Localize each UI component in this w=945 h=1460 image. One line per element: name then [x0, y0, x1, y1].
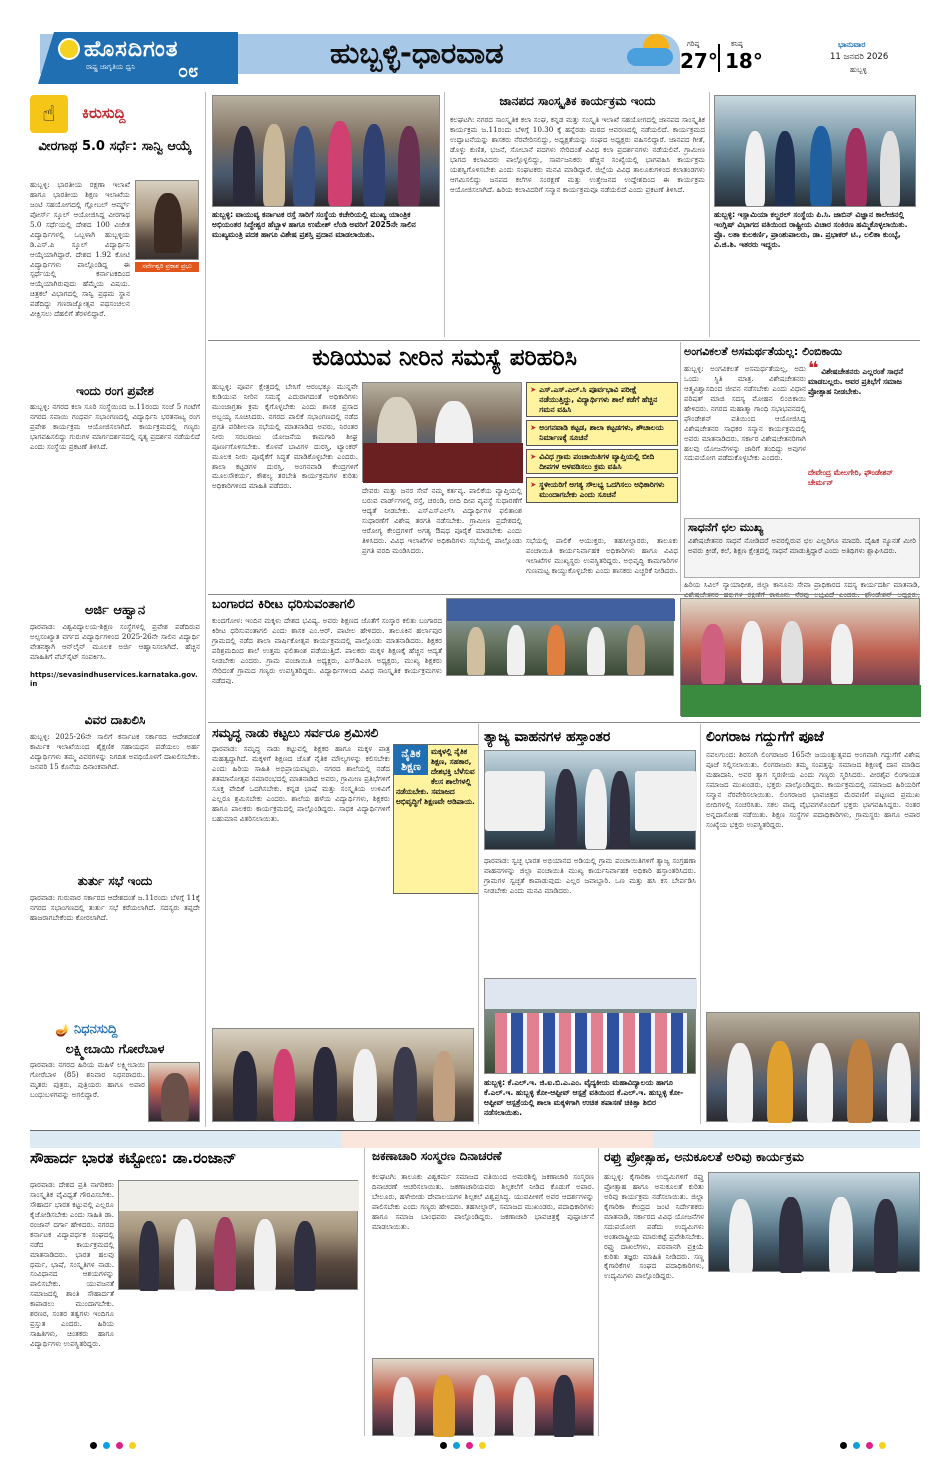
story-arji-body-cont [30, 690, 200, 708]
linga-body: ನವಲಗುಂದ: ಶಿರಸಂಗಿ ಲಿಂಗರಾಜರ 165ನೇ ಜಯಂತ್ಯುತ್ಸವದ ಅಂಗವಾಗಿ ಗದ್ದುಗೆಗೆ ವಿಶೇಷ ಪೂಜೆ ಸಲ್ಲಿಸಲಾಯಿತು. ಲಿಂಗರಾಜರು ತಮ್ಮ ಸಂಪತ್ತನ್ನು ಸಮಾಜದ ಶಿಕ್ಷಣಕ್ಕೆ ದಾನ ಮಾಡಿದ ಮಹಾದಾನಿ. ಅವರ ತ್ಯಾಗ ಸ್ಮರಣೀಯ ಎಂದು ಗಣ್ಯರು ಸ್ಮರಿಸಿದರು. ವೀರಶೈವ ಲಿಂಗಾಯತ ಸಮಾಜದ ಮುಖಂಡರು, ಭಕ್ತರು ಪಾಲ್ಗೊಂಡಿದ್ದರು. ಕಾರ್ಯಕ್ರಮದಲ್ಲಿ ಸಮಾಜದ ಹಿರಿಯರಿಗೆ ಸನ್ಮಾನ ನೆರವೇರಿಸಲಾಯಿತು. ಲಿಂಗರಾಜರ ಭಾವಚಿತ್ರದ ಮೆರವಣಿಗೆ ಪಟ್ಟಣದ ಪ್ರಮುಖ ಬೀದಿಗಳಲ್ಲಿ ಸಂಚರಿಸಿತು. ಸಕಲ ವಾದ್ಯ ವೈಭವಗಳೊಂದಿಗೆ ಭಕ್ತರು ಭಾಗವಹಿಸಿದ್ದರು. ನಂತರ ಅನ್ನದಾಸೋಹ ನಡೆಯಿತು. ಶಿಕ್ಷಣ ಸಂಸ್ಥೆಗಳ ಪದಾಧಿಕಾರಿಗಳು, ಗ್ರಾಮಸ್ಥರು ಹಾಗೂ ಅಪಾರ ಸಂಖ್ಯೆಯ ಭಕ್ತರು ಉಪಸ್ಥಿತರಿದ್ದರು. [706, 750, 920, 829]
divider-bottom [30, 1130, 920, 1131]
obituary-photo[interactable] [148, 1062, 200, 1122]
bottom-title-2[interactable]: ಜಕಣಾಚಾರಿ ಸಂಸ್ಮರಣ ದಿನಾಚರಣೆ [372, 1149, 502, 1163]
max-temp-label: ಗರಿಷ್ಠ [687, 40, 700, 48]
ksrtc-award-photo[interactable] [212, 95, 440, 207]
water-meeting-photo[interactable] [362, 382, 522, 482]
bottom-band [30, 1130, 920, 1148]
kiru-label: ಕಿರುಸುದ್ದಿ [82, 104, 126, 122]
water-body-1: ಹುಬ್ಬಳ್ಳಿ: ಪೂರ್ವ ಕ್ಷೇತ್ರದಲ್ಲಿ ಬೇಸಿಗೆ ಆರಂಭಕ್ಕೂ ಮುನ್ನವೇ ಕುಡಿಯುವ ನೀರಿನ ಸಮಸ್ಯೆ ಎದುರಾಗದಂತೆ ಅಧಿಕಾರಿಗಳು ಮುಂಜಾಗ್ರತಾ ಕ್ರಮ ಕೈಗೊಳ್ಳಬೇಕು ಎಂದು ಶಾಸಕ ಪ್ರಸಾದ ಅಬ್ಬಯ್ಯ ಸೂಚಿಸಿದರು. ನಗರದ ಪಾಲಿಕೆ ಸಭಾಂಗಣದಲ್ಲಿ ನಡೆದ ಪ್ರಗತಿ ಪರಿಶೀಲನಾ ಸಭೆಯಲ್ಲಿ ಮಾತನಾಡಿದ ಅವರು, ನಿರಂತರ ನೀರು ಸರಬರಾಜು ಯೋಜನೆಯ ಕಾಮಗಾರಿ ಶೀಘ್ರ ಪೂರ್ಣಗೊಳಿಸಬೇಕು. ಕೊಳವೆ ಬಾವಿಗಳ ದುರಸ್ತಿ, ಟ್ಯಾಂಕರ್ ಮೂಲಕ ನೀರು ಪೂರೈಕೆಗೆ ಸಿದ್ಧತೆ ಮಾಡಿಕೊಳ್ಳಬೇಕು ಎಂದರು. ಶಾಲಾ ಕಟ್ಟಡಗಳ ದುರಸ್ತಿ, ಅಂಗನವಾಡಿ ಕೇಂದ್ರಗಳಿಗೆ ಮೂಲಸೌಕರ್ಯ, ಕೌಶಲ್ಯ ತರಬೇತಿ ಕಾರ್ಯಕ್ರಮಗಳ ಕುರಿತು ಅಧಿಕಾರಿಗಳಿಂದ ಮಾಹಿತಿ ಪಡೆದರು. [212, 382, 358, 491]
school-event-photo[interactable] [446, 598, 674, 676]
reg-dot [479, 1442, 486, 1449]
college-caption: ಹುಬ್ಬಳ್ಳಿ: ಇಸ್ಲಾಮಿಯಾ ಕಲ್ಚರಲ್ ಸಂಸ್ಥೆಯ ಪಿ.ಸಿ. ಜಾಬಿನ್ ವಿಜ್ಞಾನ ಕಾಲೇಜಿನಲ್ಲಿ ಇಂಗ್ಲಿಷ್ ವಿಭಾಗದ ವತಿಯಿಂದ ರಾಷ್ಟ್ರೀಯ ವಿಚಾರ ಸಂಕಿರಣ ಹಮ್ಮಿಕೊಳ್ಳಲಾಯಿತು. ಪ್ರೊ. ಲತಾ ಕುಲಕರ್ಣಿ, ಪ್ರಾಂಶುಪಾಲರು, ಡಾ. ಪ್ರಭಾಕರ್ ಟಿ., ಲಲಿತಾ ಕುಂಬ್ಳೆ, ವಿ.ಜಿ.ಶಿ. ಇತರರು ಇದ್ದರು. [714, 210, 908, 250]
divider-row-1 [208, 340, 920, 341]
story-arji-body: ಧಾರವಾಡ: ವಿಶ್ವವಿದ್ಯಾಲಯ-ಶಿಕ್ಷಣ ಸಂಸ್ಥೆಗಳಲ್ಲಿ ಪ್ರವೇಶ ಪಡೆದಿರುವ ಅಲ್ಪಸಂಖ್ಯಾತ ವರ್ಗದ ವಿದ್ಯಾರ್ಥಿಗಳಿಂದ 2025-26ನೇ ಸಾಲಿನ ವಿದ್ಯಾರ್ಥಿ ವೇತನಕ್ಕಾಗಿ ಆನ್‌ಲೈನ್ ಮೂಲಕ ಅರ್ಜಿ ಆಹ್ವಾನಿಸಲಾಗಿದೆ. ಹೆಚ್ಚಿನ ಮಾಹಿತಿಗೆ ವೆಬ್‌ಸೈಟ್ ಸಂಪರ್ಕಿಸಿ. [30, 622, 200, 661]
reg-dot [879, 1442, 886, 1449]
reg-dot [453, 1442, 460, 1449]
min-temp: 18° [725, 49, 763, 73]
arrow-icon: ➤ [530, 423, 537, 433]
story-ranga-title[interactable]: ಇಂದು ರಂಗ ಪ್ರವೇಶ [76, 384, 154, 398]
left-column-divider [205, 92, 206, 1127]
linga-title[interactable]: ಲಿಂಗರಾಜ ಗದ್ದುಗೆಗೆ ಪೂಜೆ [706, 729, 824, 745]
janapada-title[interactable]: ಜಾನಪದ ಸಾಂಸ್ಕೃತಿಕ ಕಾರ್ಯಕ್ರಮ ಇಂದು [499, 94, 656, 108]
story-veeragatha-body-cont [30, 280, 200, 378]
reg-dot [466, 1442, 473, 1449]
ethics-tag: ನೈತಿಕ ಶಿಕ್ಷಣ [394, 745, 428, 775]
disab-title[interactable]: ಅಂಗವಿಕಲತೆ ಅಸಮರ್ಥತೆಯಲ್ಲ: ಲಿಂಬಿಕಾಯಿ [684, 345, 842, 358]
registration-marks [840, 1442, 886, 1449]
max-temp: 27° [680, 49, 718, 73]
water-bullet: ➤ ಸ್ಥಳೀಯರಿಗೆ ಅಗತ್ಯ ಸೌಲಭ್ಯ ಒದಗಿಸಲು ಅಧಿಕಾರಿಗಳು ಮುಂದಾಗಬೇಕು ಎಂದು ಸೂಚನೆ [526, 477, 678, 503]
arrow-icon: ➤ [530, 385, 537, 394]
ksrtc-caption: ಹುಬ್ಬಳ್ಳಿ: ವಾಯುವ್ಯ ಕರ್ನಾಟಕ ರಸ್ತೆ ಸಾರಿಗೆ ಸಂಸ್ಥೆಯ ಕಚೇರಿಯಲ್ಲಿ ಮುಖ್ಯ ಯಾಂತ್ರಿಕ ಅಭಿಯಂತರ ಸಿದ್ಧೇಶ್ವರ ಹೆಬ್ಬಾಳ ಹಾಗೂ ಉಮೇಶ್ ಲೆಂಡಿ ಅವರಿಗೆ 2025ನೇ ಸಾಲಿನ ಮುಖ್ಯಮಂತ್ರಿ ಪದಕ ಹಾಗೂ ವಿಶೇಷ ಪ್ರಶಸ್ತಿ ಪ್ರದಾನ ಮಾಡಲಾಯಿತು. [212, 210, 416, 240]
registration-marks [440, 1442, 486, 1449]
reg-dot [129, 1442, 136, 1449]
bottom-body-1b [118, 1295, 358, 1435]
logo[interactable]: ಹೊಸದಿಗಂತ [84, 37, 179, 62]
story-ranga-body: ಹುಬ್ಬಳ್ಳಿ: ನಗರದ ಕಲಾ ಸೂರಿ ಸಂಸ್ಥೆಯಿಂದ ಜ.11ರಂದು ಸಂಜೆ 5 ಗಂಟೆಗೆ ನಗರದ ಸವಾಯಿ ಗಂಧರ್ವ ಸಭಾಂಗಣದಲ್ಲಿ ವಿದ್ಯಾರ್ಥಿನಿ ಭರತನಾಟ್ಯ ರಂಗ ಪ್ರವೇಶ ಕಾರ್ಯಕ್ರಮ ಆಯೋಜಿಸಲಾಗಿದೆ. ಕಾರ್ಯಕ್ರಮದಲ್ಲಿ ಗಣ್ಯರು ಭಾಗವಹಿಸಲಿದ್ದು ಗುರುಗಳ ಮಾರ್ಗದರ್ಶನದಲ್ಲಿ ನೃತ್ಯ ಪ್ರದರ್ಶನ ನಡೆಯಲಿದೆ ಎಂದು ಸಂಸ್ಥೆಯ ಪ್ರಕಟಣೆ ತಿಳಿಸಿದೆ. [30, 402, 200, 451]
masthead [0, 0, 945, 88]
disab-body: ಹುಬ್ಬಳ್ಳಿ: ಅಂಗವಿಕಲತೆ ಅಸಮರ್ಥತೆಯಲ್ಲ, ಅದು ಒಂದು ಸ್ಥಿತಿ ಮಾತ್ರ. ವಿಶೇಷಚೇತನರು ಆತ್ಮವಿಶ್ವಾಸದಿಂದ ಜೀವನ ನಡೆಸಬೇಕು ಎಂದು ವಿಧಾನ ಪರಿಷತ್ ಮಾಜಿ ಸದಸ್ಯ ಮೋಹನ ಲಿಂಬಿಕಾಯಿ ಹೇಳಿದರು. ನಗರದ ಮಹಾತ್ಮಾ ಗಾಂಧಿ ಸಭಾಭವನದಲ್ಲಿ ಫೌಂಡೇಶನ್ ವತಿಯಿಂದ ಆಯೋಜಿಸಿದ್ದ ವಿಶೇಷಚೇತನರ ಸಾಧಕರ ಸನ್ಮಾನ ಕಾರ್ಯಕ್ರಮದಲ್ಲಿ ಅವರು ಮಾತನಾಡಿದರು. ಸರ್ಕಾರ ವಿಶೇಷಚೇತನರಿಗಾಗಿ ಹಲವು ಯೋಜನೆಗಳನ್ನು ಜಾರಿಗೆ ತಂದಿದ್ದು ಅವುಗಳ ಸದುಪಯೋಗ ಪಡೆದುಕೊಳ್ಳಬೇಕು ಎಂದರು. [684, 364, 806, 463]
logo-tagline: ರಾಷ್ಟ್ರ ಜಾಗೃತಿಯ ಧ್ವನಿ [86, 63, 136, 71]
divider-row-3 [208, 722, 920, 723]
story-vivara-title[interactable]: ವಿವರ ದಾಖಲಿಸಿ [84, 713, 146, 727]
date: 11 ಜನವರಿ 2026 [830, 52, 889, 62]
story-veeragatha-body: ಹುಬ್ಬಳ್ಳಿ: ಭಾರತೀಯ ರಕ್ಷಣಾ ಇಲಾಖೆ ಹಾಗೂ ಭಾರತೀಯ ಶಿಕ್ಷಣ ಇಲಾಖೆಯ ಜಂಟಿ ಸಹಯೋಗದಲ್ಲಿ ಗ್ಲೋಬಲ್ ಆರ್ಮ್ಡ್ ಪೋರ್ಸ್ ಸ್ಕೂಲ್ ಆಯೋಜಿಸಿದ್ದ ವೀರಗಾಥ 5.0 ಸರ್ಧೆಯಲ್ಲಿ ದೇಶದ 100 ವಿಜೇತ ವಿದ್ಯಾರ್ಥಿಗಳಲ್ಲಿ ಒಬ್ಬಳಾಗಿ ಹುಬ್ಬಳ್ಳಿಯ ಡಿ.ಎಸ್.ಪಿ ಸ್ಕೂಲ್ ವಿದ್ಯಾರ್ಥಿನಿ ಆಯ್ಕೆಯಾಗಿದ್ದಾರೆ. ದೇಶದ 1.92 ಕೋಟಿ ವಿದ್ಯಾರ್ಥಿಗಳು ಪಾಲ್ಗೊಂಡಿದ್ದ ಈ ಸ್ಪರ್ಧೆಯಲ್ಲಿ ಕರ್ನಾಟಕದಿಂದ ಆಯ್ಕೆಯಾಗಿರುವುದು ಹೆಮ್ಮೆಯ ವಿಷಯ. ಚಿತ್ರಕಲೆ ವಿಭಾಗದಲ್ಲಿ ಸಾನ್ವಿ ಪ್ರಥಮ ಸ್ಥಾನ ಪಡೆದಿದ್ದು ಗಣರಾಜ್ಯೋತ್ಸವ ಪಥಸಂಚಲನ ವೀಕ್ಷಿಸಲು ದೆಹಲಿಗೆ ತೆರಳಲಿದ್ದಾರೆ. [30, 180, 130, 319]
student-photo-label: ಸರ್ವೇಶ್ವರಿ ಪ್ರಕಾಶ ಪ್ರಭು [135, 262, 199, 272]
janapada-body: ಕಲಘಟಗಿ: ನಗರದ ಸಾಂಸ್ಕೃತಿಕ ಕಲಾ ಸಂಘ, ಕನ್ನಡ ಮತ್ತು ಸಂಸ್ಕೃತಿ ಇಲಾಖೆ ಸಹಯೋಗದಲ್ಲಿ ಜಾನಪದ ಸಾಂಸ್ಕೃತಿಕ ಕಾರ್ಯಕ್ರಮ ಜ.11ರಂದು ಬೆಳಿಗ್ಗೆ 10.30 ಕ್ಕೆ ಹನ್ನೆರಡು ಮಠದ ಆವರಣದಲ್ಲಿ ನಡೆಯಲಿದೆ. ಕಾರ್ಯಕ್ರಮದ ಉದ್ಘಾಟನೆಯನ್ನು ಶಾಸಕರು ನೆರವೇರಿಸಲಿದ್ದು, ಅಧ್ಯಕ್ಷತೆಯನ್ನು ಸಂಘದ ಅಧ್ಯಕ್ಷರು ವಹಿಸಲಿದ್ದಾರೆ. ಜಾನಪದ ಗೀತೆ, ಡೊಳ್ಳು ಕುಣಿತ, ಭಜನೆ, ಸೋಬಾನೆ ಪದಗಳು ಸೇರಿದಂತೆ ವಿವಿಧ ಕಲಾ ಪ್ರದರ್ಶನಗಳು ನಡೆಯಲಿವೆ. ಗ್ರಾಮೀಣ ಭಾಗದ ಕಲಾವಿದರು ಪಾಲ್ಗೊಳ್ಳಲಿದ್ದು, ಸಾರ್ವಜನಿಕರು ಹೆಚ್ಚಿನ ಸಂಖ್ಯೆಯಲ್ಲಿ ಭಾಗವಹಿಸಿ ಕಾರ್ಯಕ್ರಮ ಯಶಸ್ವಿಗೊಳಿಸಬೇಕು ಎಂದು ಸಂಘಟಕರು ಮನವಿ ಮಾಡಿದ್ದಾರೆ. ಜಿಲ್ಲೆಯ ವಿವಿಧ ತಾಲೂಕುಗಳಿಂದ ಕಲಾತಂಡಗಳು ಆಗಮಿಸಲಿದ್ದು ಜನಪದ ಕಲೆಗಳ ಸಂರಕ್ಷಣೆ ಮತ್ತು ಉತ್ತೇಜನದ ಉದ್ದೇಶದಿಂದ ಈ ಕಾರ್ಯಕ್ರಮ ಆಯೋಜಿಸಲಾಗಿದೆ. ಹಿರಿಯ ಕಲಾವಿದರಿಗೆ ಸನ್ಮಾನ ಕಾರ್ಯಕ್ರಮವೂ ನಡೆಯಲಿದೆ ಎಂದು ಪ್ರಕಟಣೆ ತಿಳಿಸಿದೆ. [450, 115, 705, 194]
story-sabhe-body: ಧಾರವಾಡ: ಗುರುವಾರ ಸರ್ಕಾರದ ಆದೇಶದಂತೆ ಜ.11ರಂದು ಬೆಳಗ್ಗೆ 11ಕ್ಕೆ ನಗರದ ಸಭಾಂಗಣದಲ್ಲಿ ತುರ್ತು ಸಭೆ ಕರೆಯಲಾಗಿದೆ. ಸದಸ್ಯರು ತಪ್ಪದೇ ಹಾಜರಾಗಬೇಕೆಂದು ಕೋರಲಾಗಿದೆ. [30, 893, 200, 922]
disab-box-title: ಸಾಧನೆಗೆ ಛಲ ಮುಖ್ಯ [688, 521, 764, 534]
crown-body: ಕುಂದಗೋಳ: ಇಂದಿನ ಮಕ್ಕಳು ದೇಶದ ಭವಿಷ್ಯ. ಅವರು ಶಿಕ್ಷಣದ ಜೊತೆಗೆ ಸಂಸ್ಕಾರ ಕಲಿತು ಬಂಗಾರದ ಕಿರೀಟ ಧರಿಸುವಂತಾಗಲಿ ಎಂದು ಶಾಸಕ ಎಂ.ಆರ್. ಪಾಟೀಲ ಹೇಳಿದರು. ತಾಲೂಕಿನ ಹರ್ಲಾಪುರ ಗ್ರಾಮದಲ್ಲಿ ನಡೆದ ಶಾಲಾ ವಾರ್ಷಿಕೋತ್ಸವ ಕಾರ್ಯಕ್ರಮದಲ್ಲಿ ಪಾಲ್ಗೊಂಡು ಮಾತನಾಡಿದರು. ಶಿಕ್ಷಕರ ಪರಿಶ್ರಮದಿಂದ ಶಾಲೆ ಉತ್ತಮ ಫಲಿತಾಂಶ ಪಡೆಯುತ್ತಿದೆ. ಪಾಲಕರು ಮಕ್ಕಳ ಶಿಕ್ಷಣಕ್ಕೆ ಹೆಚ್ಚಿನ ಆದ್ಯತೆ ನೀಡಬೇಕು ಎಂದರು. ಗ್ರಾಮ ಪಂಚಾಯಿತಿ ಅಧ್ಯಕ್ಷರು, ಎಸ್‌ಡಿಎಂಸಿ ಅಧ್ಯಕ್ಷರು, ಮುಖ್ಯ ಶಿಕ್ಷಕರು ಸೇರಿದಂತೆ ಗ್ರಾಮದ ಗಣ್ಯರು ಉಪಸ್ಥಿತರಿದ್ದರು. ವಿದ್ಯಾರ್ಥಿಗಳಿಂದ ವಿವಿಧ ಸಾಂಸ್ಕೃತಿಕ ಕಾರ್ಯಕ್ರಮಗಳು ನಡೆದವು. [212, 616, 442, 685]
bottom-body-1a: ಧಾರವಾಡ: ದೇಶದ ಪ್ರತಿ ನಾಗರಿಕರು ಸಾಂಸ್ಕೃತಿಕ ವೈವಿಧ್ಯತೆ ಗೌರವಿಸಬೇಕು. ಸೌಹಾರ್ದ ಭಾರತ ಕಟ್ಟುವಲ್ಲಿ ಎಲ್ಲರೂ ಕೈಜೋಡಿಸಬೇಕು ಎಂದು ಸಾಹಿತಿ ಡಾ. ರಂಜಾನ್ ದರ್ಗಾ ಹೇಳಿದರು. ನಗರದ ಕರ್ನಾಟಕ ವಿದ್ಯಾವರ್ಧಕ ಸಂಘದಲ್ಲಿ ನಡೆದ ಕಾರ್ಯಕ್ರಮದಲ್ಲಿ ಮಾತನಾಡಿದರು. ಭಾರತ ಹಲವು ಧರ್ಮ, ಭಾಷೆ, ಸಂಸ್ಕೃತಿಗಳ ನಾಡು. ಸಂವಿಧಾನದ ಆಶಯಗಳನ್ನು ಪಾಲಿಸಬೇಕು. ಯುವಜನತೆ ಸಮಾಜದಲ್ಲಿ ಶಾಂತಿ ಸೌಹಾರ್ದತೆ ಕಾಪಾಡಲು ಮುಂದಾಗಬೇಕು. ಶರಣರ, ಸಂತರ ತತ್ವಗಳು ಇಂದಿಗೂ ಪ್ರಸ್ತುತ ಎಂದರು. ಹಿರಿಯ ಸಾಹಿತಿಗಳು, ಚಿಂತಕರು ಹಾಗೂ ವಿದ್ಯಾರ್ಥಿಗಳು ಉಪಸ್ಥಿತರಿದ್ದರು. [30, 1180, 114, 1348]
nation-stage-photo[interactable] [212, 1028, 474, 1122]
reg-dot [866, 1442, 873, 1449]
disab-box [684, 518, 920, 578]
reg-dot [90, 1442, 97, 1449]
nation-body: ಧಾರವಾಡ: ಸಮೃದ್ಧ ನಾಡು ಕಟ್ಟುವಲ್ಲಿ ಶಿಕ್ಷಕರ ಹಾಗೂ ಮಕ್ಕಳ ಪಾತ್ರ ಮಹತ್ವದ್ದಾಗಿದೆ. ಮಕ್ಕಳಿಗೆ ಶಿಕ್ಷಣದ ಜೊತೆ ನೈತಿಕ ಮೌಲ್ಯಗಳನ್ನು ಕಲಿಸಬೇಕು ಎಂದು ಹಿರಿಯ ಸಾಹಿತಿ ಅಭಿಪ್ರಾಯಪಟ್ಟರು. ನಗರದ ಶಾಲೆಯಲ್ಲಿ ನಡೆದ ಶತಮಾನೋತ್ಸವ ಸಮಾರಂಭದಲ್ಲಿ ಮಾತನಾಡಿದ ಅವರು, ಗ್ರಾಮೀಣ ಪ್ರತಿಭೆಗಳಿಗೆ ಸೂಕ್ತ ವೇದಿಕೆ ಒದಗಿಸಬೇಕು. ಕನ್ನಡ ಭಾಷೆ ಮತ್ತು ಸಂಸ್ಕೃತಿಯ ಉಳಿವಿಗೆ ಎಲ್ಲರೂ ಶ್ರಮಿಸಬೇಕು ಎಂದರು. ಶಾಲೆಯ ಹಳೆಯ ವಿದ್ಯಾರ್ಥಿಗಳು, ಶಿಕ್ಷಕರು ಹಾಗೂ ಪಾಲಕರು ಕಾರ್ಯಕ್ರಮದಲ್ಲಿ ಪಾಲ್ಗೊಂಡಿದ್ದರು. ಸಾಧಕ ವಿದ್ಯಾರ್ಥಿಗಳಿಗೆ ಬಹುಮಾನ ವಿತರಿಸಲಾಯಿತು. [212, 744, 390, 823]
divider-top-2 [709, 92, 710, 337]
story-sabhe-title[interactable]: ತುರ್ತು ಸಭೆ ಇಂದು [77, 874, 153, 888]
divider-vehicle [478, 724, 479, 1124]
reg-dot [103, 1442, 110, 1449]
story-arji-title[interactable]: ಅರ್ಜಿ ಆಹ್ವಾನ [84, 603, 146, 618]
reg-dot [840, 1442, 847, 1449]
health-camp-photo[interactable] [484, 978, 696, 1074]
obituary-name[interactable]: ಲಕ್ಷ್ಮೀಬಾಯಿ ಗೋರೆಬಾಳ [65, 1041, 165, 1056]
vehicle-handover-photo[interactable] [484, 750, 696, 850]
reg-dot [440, 1442, 447, 1449]
min-temp-label: ಕನಿಷ್ಠ [731, 40, 743, 48]
crown-title[interactable]: ಬಂಗಾರದ ಕಿರೀಟ ಧರಿಸುವಂತಾಗಲಿ [212, 597, 355, 612]
ethics-box [393, 744, 479, 894]
health-camp-caption: ಹುಬ್ಬಳ್ಳಿ: ಕೆ.ಎಲ್.ಇ. ಜಿ.ಐ.ಬಿ.ಎ.ಎಂ. ವೈದ್ಯಕೀಯ ಮಹಾವಿದ್ಯಾಲಯ ಹಾಗೂ ಕೆ.ಎಲ್.ಇ. ಹುಬ್ಬಳ್ಳಿ ಕೋ-ಆಪ್ಟೀವ್ ಆಸ್ಪತ್ರೆ ವತಿಯಿಂದ ಕೆ.ಎಲ್.ಇ. ಹುಬ್ಬಳ್ಳಿ ಕೋ-ಆಪ್ಟೀವ್ ಆಸ್ಪತ್ರೆಯಲ್ಲಿ ಶಾಲಾ ಮಕ್ಕಳಿಗಾಗಿ ಉಚಿತ ತಪಾಸಣೆ ಚಿಕಿತ್ಸಾ ಶಿಬಿರ ನಡೆಸಲಾಯಿತು. [484, 1078, 684, 1118]
divider-top-1 [444, 92, 445, 337]
college-seminar-photo[interactable] [714, 95, 916, 207]
kiru-header [30, 95, 200, 137]
lingaraj-pooja-photo[interactable] [706, 1012, 920, 1122]
disab-body-2: ಹಿರಿಯ ಸಿವಿಲ್ ನ್ಯಾಯಾಧೀಶ, ಜಿಲ್ಲಾ ಕಾನೂನು ಸೇವಾ ಪ್ರಾಧಿಕಾರದ ಸದಸ್ಯ ಕಾರ್ಯದರ್ಶಿ ಮಾತನಾಡಿ, [684, 580, 920, 589]
obituary-body: ಧಾರವಾಡ: ನಗರದ ಹಿರಿಯ ಮಹಿಳೆ ಲಕ್ಷ್ಮೀಬಾಯಿ ಗೋರೆಬಾಳ (85) ಶನಿವಾರ ನಿಧನರಾದರು. ಮೃತರು ಪುತ್ರರು, ಪುತ್ರಿಯರು ಹಾಗೂ ಅಪಾರ ಬಂಧುಬಳಗವನ್ನು ಅಗಲಿದ್ದಾರೆ. [30, 1060, 145, 1099]
lamp-icon: 🪔 [55, 1023, 70, 1037]
divider-bottom-2 [598, 1148, 599, 1436]
water-bullet: ➤ ವಿವಿಧ ಗ್ರಾಮ ಪಂಚಾಯಿತಿಗಳ ವ್ಯಾಪ್ತಿಯಲ್ಲಿ ಬೀದಿ ದೀಪಗಳ ಅಳವಡಿಸಲು ಕ್ರಮ ವಹಿಸಿ [526, 449, 678, 475]
nation-body-2 [393, 898, 479, 1024]
arrow-icon: ➤ [530, 480, 537, 490]
divider-linga [700, 724, 701, 1124]
vehicle-title[interactable]: ತ್ಯಾಜ್ಯ ವಾಹನಗಳ ಹಸ್ತಾಂತರ [484, 729, 611, 745]
arji-url[interactable]: https://sevasindhuservices.karnataka.gov.in [30, 671, 198, 689]
day: ಭಾನುವಾರ [838, 40, 866, 49]
story-veeragatha-title[interactable]: ವೀರಗಾಥ 5.0 ಸರ್ಧೆ: ಸಾನ್ವಿ ಆಯ್ಕೆ [38, 139, 192, 154]
export-program-photo[interactable] [708, 1172, 920, 1272]
page-number: ೦೮ [178, 61, 199, 82]
water-body-2: ದೇವರು ಮತ್ತು ಜನರ ಸೇವೆ ನಮ್ಮ ಕರ್ತವ್ಯ. ಪಾಲಿಕೆಯ ವ್ಯಾಪ್ತಿಯಲ್ಲಿ ಬರುವ ವಾರ್ಡ್‌ಗಳಲ್ಲಿ ರಸ್ತೆ, ಚರಂಡಿ, ಬೀದಿ ದೀಪ ವ್ಯವಸ್ಥೆ ಸುಧಾರಣೆಗೆ ಆದ್ಯತೆ ನೀಡಬೇಕು. ಎಸ್‌ಎಸ್‌ಎಲ್‌ಸಿ ವಿದ್ಯಾರ್ಥಿಗಳ ಫಲಿತಾಂಶ ಸುಧಾರಣೆಗೆ ವಿಶೇಷ ತರಗತಿ ನಡೆಸಬೇಕು. ಗ್ರಾಮೀಣ ಪ್ರದೇಶದಲ್ಲಿ ಆರೋಗ್ಯ ಕೇಂದ್ರಗಳಿಗೆ ಅಗತ್ಯ ಔಷಧ ಪೂರೈಕೆ ಮಾಡಬೇಕು ಎಂದು ತಿಳಿಸಿದರು. ವಿವಿಧ ಇಲಾಖೆಗಳ ಅಧಿಕಾರಿಗಳು ಸಭೆಯಲ್ಲಿ ಪಾಲ್ಗೊಂಡು ಪ್ರಗತಿ ವರದಿ ಮಂಡಿಸಿದರು. [362, 486, 522, 555]
logo-lamp-icon [58, 38, 80, 60]
quote-icon: ❝ [808, 358, 819, 379]
obituary-header [55, 1020, 175, 1040]
reg-dot [853, 1442, 860, 1449]
disab-box-body: ವಿಶೇಷಚೇತನರ ಸಾಧನೆ ನೋಡಿದರೆ ಅವರಲ್ಲಿರುವ ಛಲ ಎಲ್ಲರಿಗೂ ಮಾದರಿ. ದೈಹಿಕ ನ್ಯೂನತೆ ಮೀರಿ ಅವರು ಕ್ರೀಡೆ, ಕಲೆ, ಶಿಕ್ಷಣ ಕ್ಷೇತ್ರದಲ್ಲಿ ಸಾಧನೆ ಮಾಡುತ್ತಿದ್ದಾರೆ ಎಂದು ಅತಿಥಿಗಳು ಶ್ಲಾಘಿಸಿದರು. [688, 536, 916, 556]
divider-bottom-1 [364, 1148, 365, 1436]
arrow-icon: ➤ [530, 451, 537, 461]
registration-marks [90, 1442, 136, 1449]
bottom-body-3b [708, 1278, 920, 1436]
disab-quote: ❝ ವಿಶೇಷಚೇತನರು ಎಲ್ಲರಂತೆ ಸಾಧನೆ ಮಾಡಬಲ್ಲರು. ಅವರ ಪ್ರತಿಭೆಗೆ ಸಮಾಜ ಪ್ರೋತ್ಸಾಹ ನೀಡಬೇಕು. [808, 358, 904, 397]
jakanachari-photo[interactable] [372, 1358, 594, 1436]
section-title: ಹುಬ್ಬಳ್ಳಿ-ಧಾರವಾಡ [330, 36, 504, 70]
bottom-title-3[interactable]: ರಫ್ತು ಪ್ರೋತ್ಸಾಹ, ಅನುಕೂಲತೆ ಅರಿವು ಕಾರ್ಯಕ್ರಮ [604, 1149, 804, 1164]
divider-row-2 [208, 594, 920, 595]
ethics-body: ಮಕ್ಕಳಲ್ಲಿ ನೈತಿಕ ಶಿಕ್ಷಣ, ಸಹಕಾರ, ದೇಶಭಕ್ತಿ ಬೆಳೆಸುವ ಕೆಲಸ ಶಾಲೆಗಳಲ್ಲಿ ನಡೆಯಬೇಕು. ಸಮಾಜದ ಅಭಿವೃದ್ಧಿಗೆ ಶಿಕ್ಷಣವೇ ಅಡಿಪಾಯ. [396, 747, 475, 806]
student-photo[interactable] [135, 180, 199, 260]
school-stage-photo[interactable] [680, 598, 920, 716]
disab-quote-author: ದೇವೇಂದ್ರ ಮೇಲಗೇರಿ, ಫೌಂಡೇಶನ್ ಚೇರ್ಮನ್ [808, 468, 893, 487]
bottom-title-1[interactable]: ಸೌಹಾರ್ದ ಭಾರತ ಕಟ್ಟೋಣ: ಡಾ.ರಂಜಾನ್ [30, 1149, 237, 1167]
weather-cloud-icon [625, 34, 675, 68]
bottom-body-3a: ಹುಬ್ಬಳ್ಳಿ: ಕೈಗಾರಿಕಾ ಉದ್ಯಮಿಗಳಿಗೆ ರಫ್ತು ಪ್ರೋತ್ಸಾಹ ಹಾಗೂ ಅನುಕೂಲತೆ ಕುರಿತು ಅರಿವು ಕಾರ್ಯಕ್ರಮ ನಡೆಸಲಾಯಿತು. ಜಿಲ್ಲಾ ಕೈಗಾರಿಕಾ ಕೇಂದ್ರದ ಜಂಟಿ ನಿರ್ದೇಶಕರು ಮಾತನಾಡಿ, ಸರ್ಕಾರದ ವಿವಿಧ ಯೋಜನೆಗಳ ಸದುಪಯೋಗ ಪಡೆದು ಉದ್ಯಮಿಗಳು ಅಂತಾರಾಷ್ಟ್ರೀಯ ಮಾರುಕಟ್ಟೆ ಪ್ರವೇಶಿಸಬೇಕು. ರಫ್ತು ದಾಖಲೆಗಳು, ಪರವಾನಗಿ ಪ್ರಕ್ರಿಯೆ ಕುರಿತು ತಜ್ಞರು ಮಾಹಿತಿ ನೀಡಿದರು. ಸಣ್ಣ ಕೈಗಾರಿಕೆಗಳ ಸಂಘದ ಪದಾಧಿಕಾರಿಗಳು, ಉದ್ಯಮಿಗಳು ಪಾಲ್ಗೊಂಡಿದ್ದರು. [604, 1172, 704, 1281]
nation-title[interactable]: ಸಮೃದ್ಧ ನಾಡು ಕಟ್ಟಲು ಸರ್ವರೂ ಶ್ರಮಿಸಲಿ [212, 725, 379, 740]
city: ಹುಬ್ಬಳ್ಳಿ [850, 66, 867, 74]
story-veeragatha [30, 140, 200, 154]
water-bullet: ➤ ಎಸ್.ಎಸ್.ಎಲ್.ಸಿ ಪೂರ್ವಭಾವಿ ಪರೀಕ್ಷೆ ನಡೆಯುತ್ತಿದ್ದು, ವಿದ್ಯಾರ್ಥಿಗಳು ಶಾಲೆ ಕಡೆಗೆ ಹೆಚ್ಚಿನ ಗಮನ ವಹಿಸಿ [526, 382, 678, 417]
water-bullet: ➤ ಅಂಗನವಾಡಿ ಕಟ್ಟಡ, ಶಾಲಾ ಕಟ್ಟಡಗಳು, ಶೌಚಾಲಯ ನಿರ್ಮಾಣಕ್ಕೆ ಸೂಚನೆ [526, 420, 678, 446]
reg-dot [116, 1442, 123, 1449]
story-vivara-body: ಹುಬ್ಬಳ್ಳಿ: 2025-26ನೇ ಸಾಲಿಗೆ ಕರ್ನಾಟಕ ಸರ್ಕಾರದ ಆದೇಶದಂತೆ ಕಾರ್ಮಿಕ ಇಲಾಖೆಯಿಂದ ಶೈಕ್ಷಣಿಕ ಸಹಾಯಧನ ಪಡೆಯಲು ಅರ್ಹ ವಿದ್ಯಾರ್ಥಿಗಳು ತಮ್ಮ ವಿವರಗಳನ್ನು ನಿಗದಿತ ಅವಧಿಯೊಳಗೆ ದಾಖಲಿಸಬೇಕು. ಜನವರಿ 15 ಕೊನೆಯ ದಿನಾಂಕವಾಗಿದೆ. [30, 732, 200, 771]
water-body-3: ಸಭೆಯಲ್ಲಿ ಪಾಲಿಕೆ ಆಯುಕ್ತರು, ತಹಸೀಲ್ದಾರರು, ತಾಲೂಕು ಪಂಚಾಯಿತಿ ಕಾರ್ಯನಿರ್ವಾಹಕ ಅಧಿಕಾರಿಗಳು ಹಾಗೂ ವಿವಿಧ ಇಲಾಖೆಗಳ ಮುಖ್ಯಸ್ಥರು ಉಪಸ್ಥಿತರಿದ್ದರು. ಅಭಿವೃದ್ಧಿ ಕಾಮಗಾರಿಗಳ ಗುಣಮಟ್ಟ ಕಾಯ್ದುಕೊಳ್ಳಬೇಕು ಎಂದು ಶಾಸಕರು ಎಚ್ಚರಿಕೆ ನೀಡಿದರು. [526, 536, 678, 575]
temp-divider [718, 44, 720, 72]
water-title[interactable]: ಕುಡಿಯುವ ನೀರಿನ ಸಮಸ್ಯೆ ಪರಿಹರಿಸಿ [312, 345, 577, 371]
obituary-label: ನಿಧನಸುದ್ದಿ [73, 1021, 118, 1037]
hand-icon: ☝ [30, 95, 68, 133]
divider-mid-right [680, 342, 681, 592]
vehicle-body: ಧಾರವಾಡ: ಸ್ವಚ್ಛ ಭಾರತ ಅಭಿಯಾನದ ಅಡಿಯಲ್ಲಿ ಗ್ರಾಮ ಪಂಚಾಯಿತಿಗಳಿಗೆ ತ್ಯಾಜ್ಯ ಸಂಗ್ರಹಣಾ ವಾಹನಗಳನ್ನು ಜಿಲ್ಲಾ ಪಂಚಾಯಿತಿ ಮುಖ್ಯ ಕಾರ್ಯನಿರ್ವಾಹಕ ಅಧಿಕಾರಿ ಹಸ್ತಾಂತರಿಸಿದರು. ಗ್ರಾಮಗಳ ಸ್ವಚ್ಛತೆ ಕಾಪಾಡುವುದು ಎಲ್ಲರ ಜವಾಬ್ದಾರಿ. ಒಣ ಮತ್ತು ಹಸಿ ಕಸ ಬೇರ್ಪಡಿಸಿ ನೀಡಬೇಕು ಎಂದು ಮನವಿ ಮಾಡಿದರು. [484, 856, 696, 895]
bottom-body-2: ಕಲಘಟಗಿ: ತಾಲೂಕು ವಿಶ್ವಕರ್ಮ ಸಮಾಜದ ವತಿಯಿಂದ ಅಮರಶಿಲ್ಪಿ ಜಕಣಾಚಾರಿ ಸಂಸ್ಮರಣ ದಿನಾಚರಣೆ ಆಚರಿಸಲಾಯಿತು. ಜಕಣಾಚಾರಿಯವರು ಶಿಲ್ಪಕಲೆಗೆ ನೀಡಿದ ಕೊಡುಗೆ ಅಪಾರ. ಬೇಲೂರು, ಹಳೇಬೀಡು ದೇವಾಲಯಗಳ ಶಿಲ್ಪಕಲೆ ವಿಶ್ವಪ್ರಸಿದ್ಧ. ಯುವಪೀಳಿಗೆ ಅವರ ಆದರ್ಶಗಳನ್ನು ಪಾಲಿಸಬೇಕು ಎಂದು ಗಣ್ಯರು ಹೇಳಿದರು. ತಹಸೀಲ್ದಾರ್, ಸಮಾಜದ ಮುಖಂಡರು, ಪದಾಧಿಕಾರಿಗಳು ಹಾಗೂ ಸಮಾಜ ಬಾಂಧವರು ಪಾಲ್ಗೊಂಡಿದ್ದರು. ಜಕಣಾಚಾರಿ ಭಾವಚಿತ್ರಕ್ಕೆ ಪುಷ್ಪಾರ್ಚನೆ ಮಾಡಲಾಯಿತು. [372, 1172, 594, 1231]
saouhard-photo[interactable] [118, 1180, 358, 1290]
water-bullet-list [526, 382, 678, 532]
